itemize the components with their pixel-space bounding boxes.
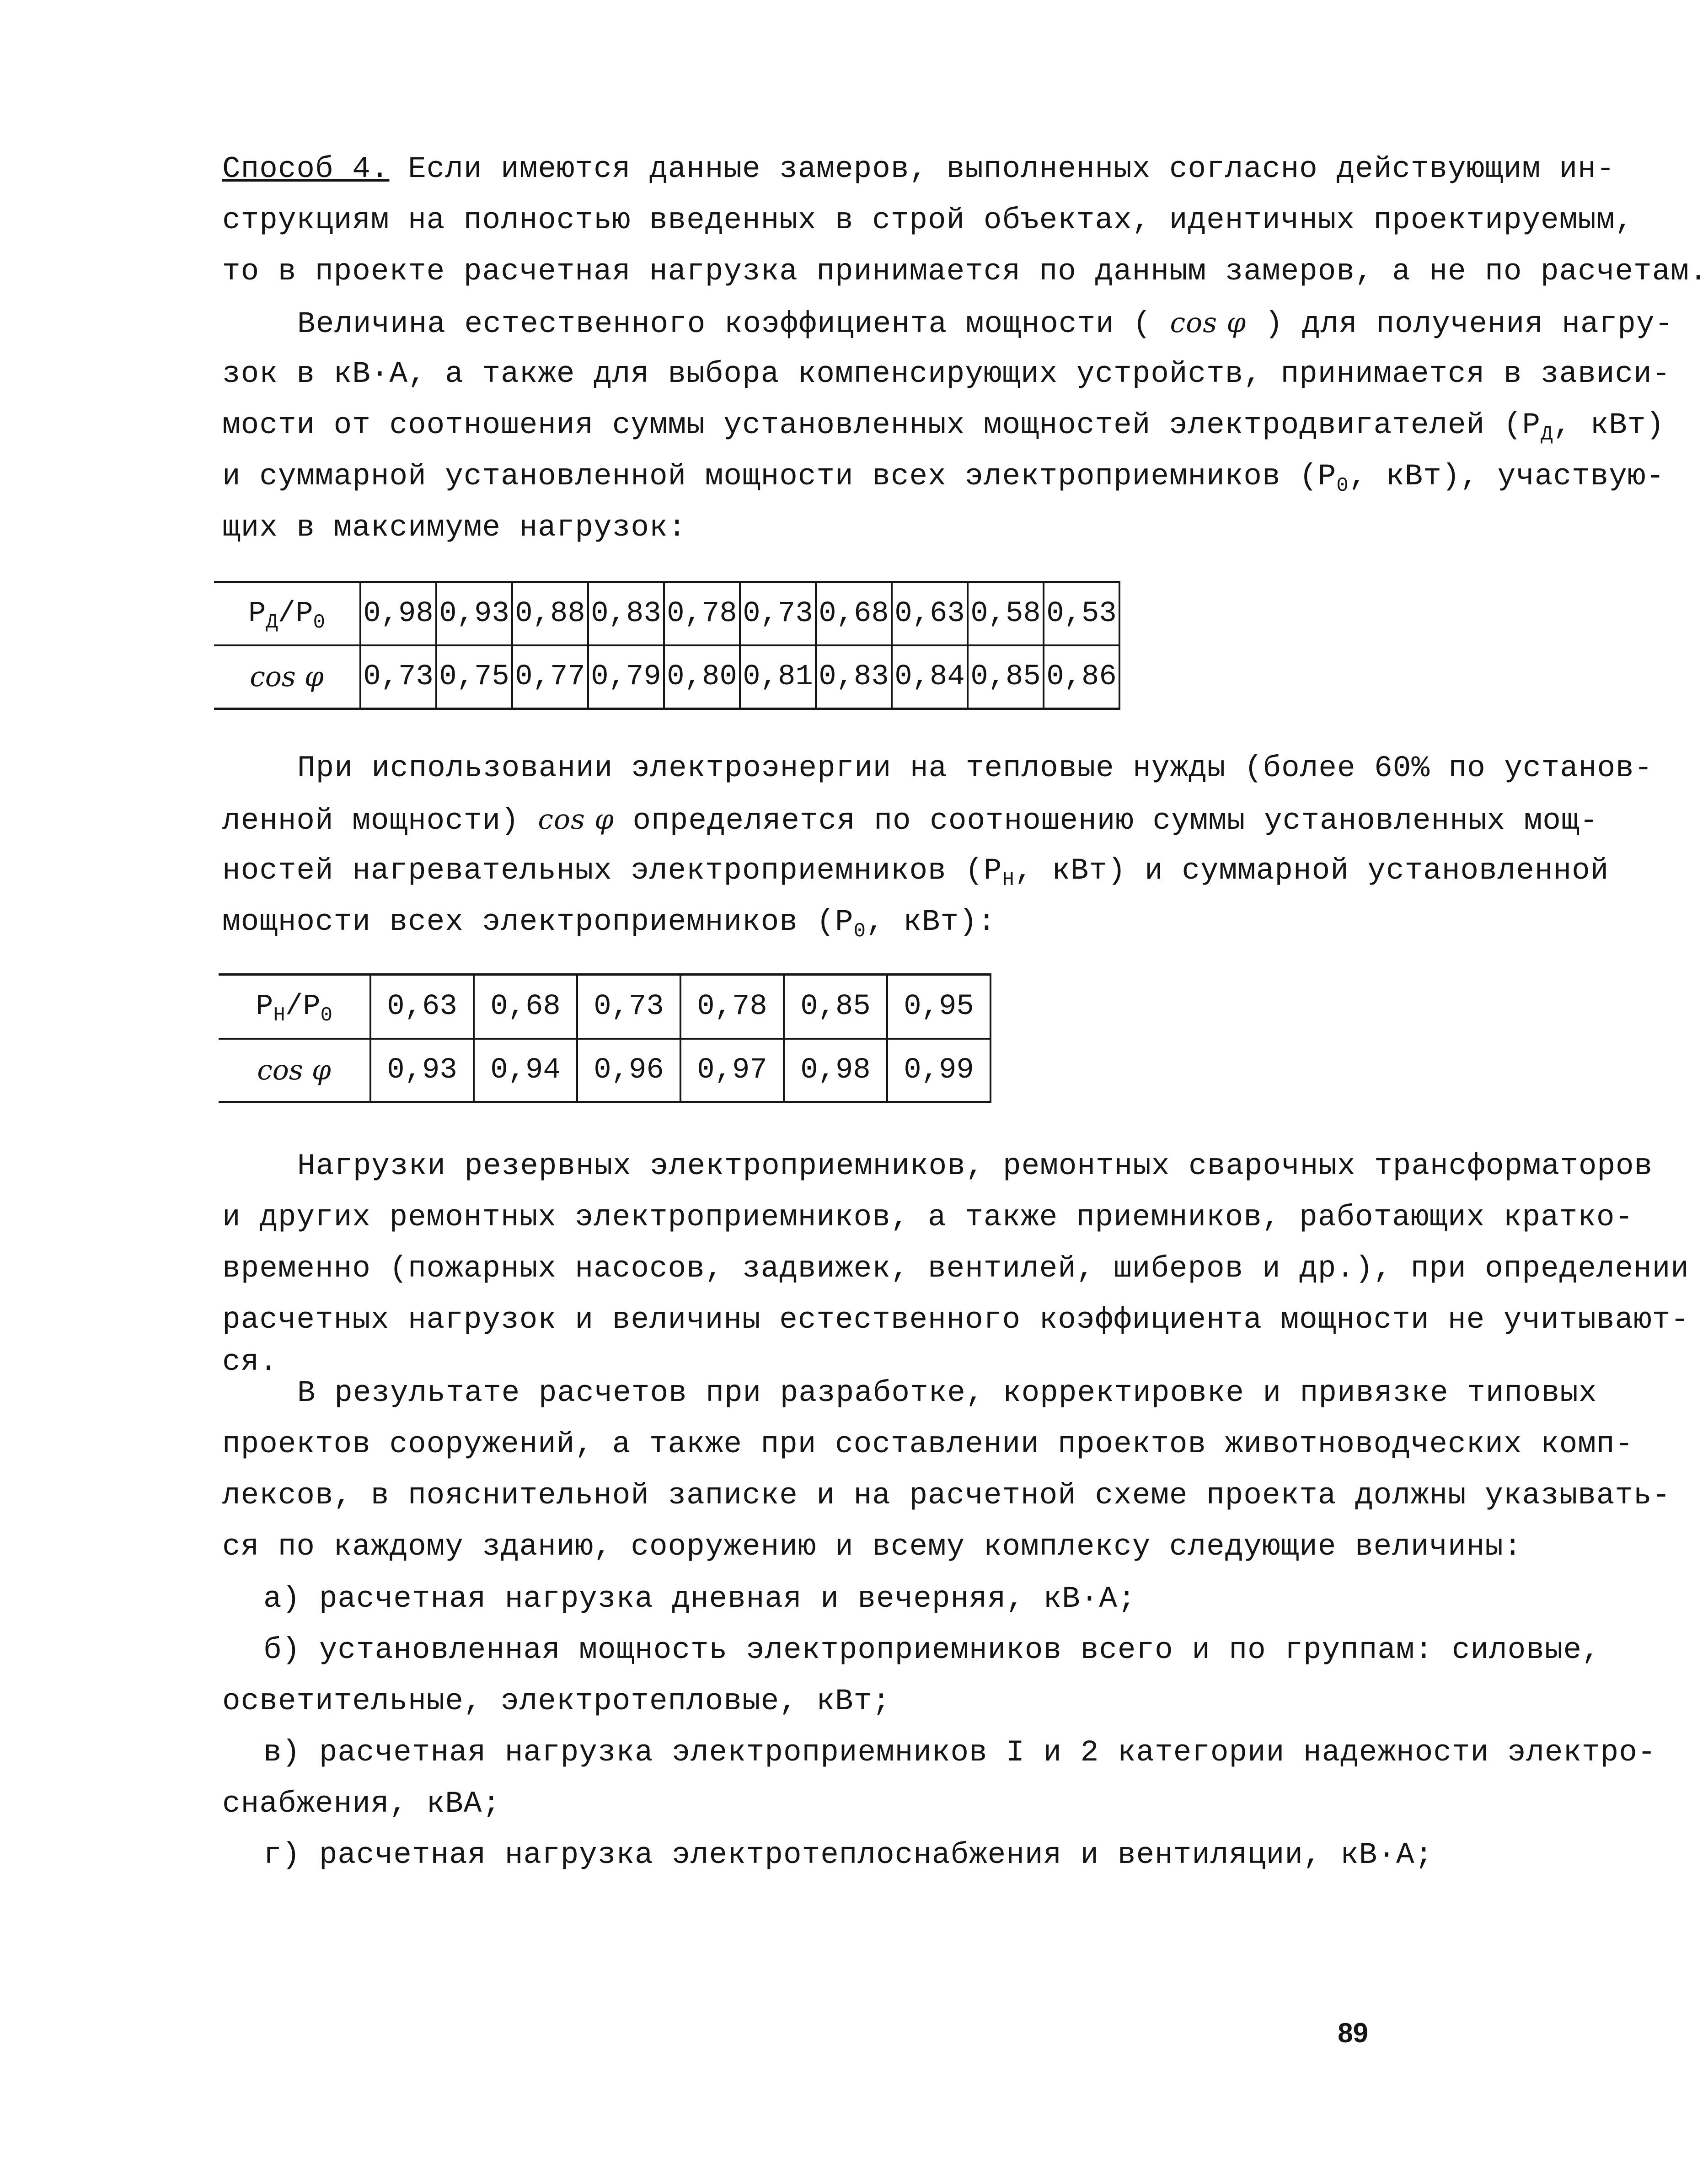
table-cell: 0,73 [740, 582, 816, 646]
paragraph-5-line-4: ся по каждому зданию, сооружению и всему комплексу следующие величины: [222, 1530, 1522, 1564]
paragraph-3-line-4: мощности всех электроприемников ($Р_0$, кВт): [222, 905, 996, 943]
table-cell: 0,78 [664, 582, 740, 646]
ratio-label-cell: $Р_Н/Р_0$ [219, 975, 370, 1039]
method-label: Способ 4. [222, 152, 390, 186]
list-item-b-line-2: осветительные, электротепловые, кВт; [222, 1684, 891, 1718]
paragraph-3-line-2: ленной мощности) cos φ определяется по соотношению суммы установленных мощ- [222, 804, 1599, 838]
table-cell: 0,86 [1044, 645, 1119, 709]
list-item-b-line-1: б) установленная мощность электроприемников всего и по группам: силовые, [263, 1633, 1601, 1667]
paragraph-3-line-1: При использовании электроэнергии на тепловые нужды (более 60% по установ- [297, 751, 1653, 785]
table-cell: 0,80 [664, 645, 740, 709]
table-cell: 0,98 [360, 582, 436, 646]
paragraph-4-line-3: временно (пожарных насосов, задвижек, вентилей, шиберов и др.), при определении [222, 1251, 1689, 1286]
list-item-a: а) расчетная нагрузка дневная и вечерняя, кВ·А; [263, 1582, 1136, 1616]
table-cell: 0,93 [436, 582, 512, 646]
table-cell: 0,73 [577, 975, 680, 1039]
paragraph-5-line-3: лексов, в пояснительной записке и на расчетной схеме проекта должны указывать- [222, 1478, 1671, 1513]
paragraph-2-line-1: Величина естественного коэффициента мощности ( cos φ ) для получения нагру- [297, 307, 1674, 341]
paragraph-2-line-4: и суммарной установленной мощности всех электроприемников ($Р_0$, кВт), участвую- [222, 459, 1665, 497]
paragraph-5-line-2: проектов сооружений, а также при составлении проектов животноводческих комп- [222, 1427, 1634, 1461]
paragraph-4-line-2: и других ремонтных электроприемников, а также приемников, работающих кратко- [222, 1200, 1634, 1234]
table-cell: 0,63 [892, 582, 968, 646]
paragraph-1-line-1: Способ 4. Если имеются данные замеров, выполненных согласно действующим ин- [222, 152, 1615, 186]
table-cell: 0,63 [370, 975, 474, 1039]
paragraph-4-line-4: расчетных нагрузок и величины естественного коэффициента мощности не учитывают- [222, 1303, 1689, 1337]
paragraph-4-line-5: ся. [222, 1345, 278, 1379]
table-cell: 0,93 [370, 1039, 474, 1102]
paragraph-4-line-1: Нагрузки резервных электроприемников, ремонтных сварочных трансформаторов [297, 1149, 1653, 1183]
table-cell: 0,83 [816, 645, 892, 709]
paragraph-2-line-5: щих в максимуме нагрузок: [222, 510, 687, 545]
table-cell: 0,73 [360, 645, 436, 709]
paragraph-1-line-3: то в проекте расчетная нагрузка принимается по данным замеров, а не по расчетам. [222, 254, 1708, 289]
table-cell: 0,53 [1044, 582, 1119, 646]
paragraph-2-line-3: мости от соотношения суммы установленных мощностей электродвигателей ($Р_Д$, кВт) [222, 408, 1665, 446]
table-cell: 0,75 [436, 645, 512, 709]
cos-phi-label-cell: cos φ [214, 645, 360, 709]
table-row [214, 645, 1119, 709]
table-cell: 0,85 [784, 975, 887, 1039]
table-cell: 0,58 [968, 582, 1044, 646]
list-item-c-line-2: снабжения, кВА; [222, 1787, 501, 1821]
table-cell: 0,99 [887, 1039, 991, 1102]
table-row [214, 582, 1119, 646]
page-number: 89 [1338, 2018, 1368, 2048]
table-cell: 0,77 [512, 645, 588, 709]
cos-phi-symbol: cos φ [538, 804, 614, 836]
paragraph-5-line-1: В результате расчетов при разработке, корректировке и привязке типовых [297, 1376, 1597, 1410]
paragraph-1-line-2: струкциям на полностью введенных в строй объектах, идентичных проектируемым, [222, 203, 1634, 237]
list-item-d: г) расчетная нагрузка электротеплоснабжения и вентиляции, кВ·А; [263, 1838, 1434, 1872]
table-cell: 0,68 [474, 975, 577, 1039]
table-cell: 0,96 [577, 1039, 680, 1102]
table-row [219, 1039, 991, 1102]
paragraph-3-line-3: ностей нагревательных электроприемников ($Р_Н$, кВт) и суммарной установленной [222, 853, 1609, 891]
table-cell: 0,81 [740, 645, 816, 709]
list-item-c-line-1: в) расчетная нагрузка электроприемников I и 2 категории надежности электро- [263, 1735, 1656, 1770]
cos-phi-label-cell: cos φ [219, 1039, 370, 1102]
table-row [219, 975, 991, 1039]
table-cell: 0,95 [887, 975, 991, 1039]
table-cell: 0,84 [892, 645, 968, 709]
cos-phi-table-motors [214, 581, 1120, 710]
table-cell: 0,98 [784, 1039, 887, 1102]
cos-phi-table-heaters [219, 973, 991, 1103]
table-cell: 0,85 [968, 645, 1044, 709]
cos-phi-symbol: cos φ [1170, 307, 1247, 339]
table-cell: 0,94 [474, 1039, 577, 1102]
table-cell: 0,78 [680, 975, 784, 1039]
table-cell: 0,79 [588, 645, 664, 709]
paragraph-2-line-2: зок в кВ·А, а также для выбора компенсирующих устройств, принимается в зависи- [222, 357, 1671, 391]
table-cell: 0,97 [680, 1039, 784, 1102]
table-cell: 0,68 [816, 582, 892, 646]
table-cell: 0,88 [512, 582, 588, 646]
ratio-label-cell: $Р_Д/Р_0$ [214, 582, 360, 646]
table-cell: 0,83 [588, 582, 664, 646]
